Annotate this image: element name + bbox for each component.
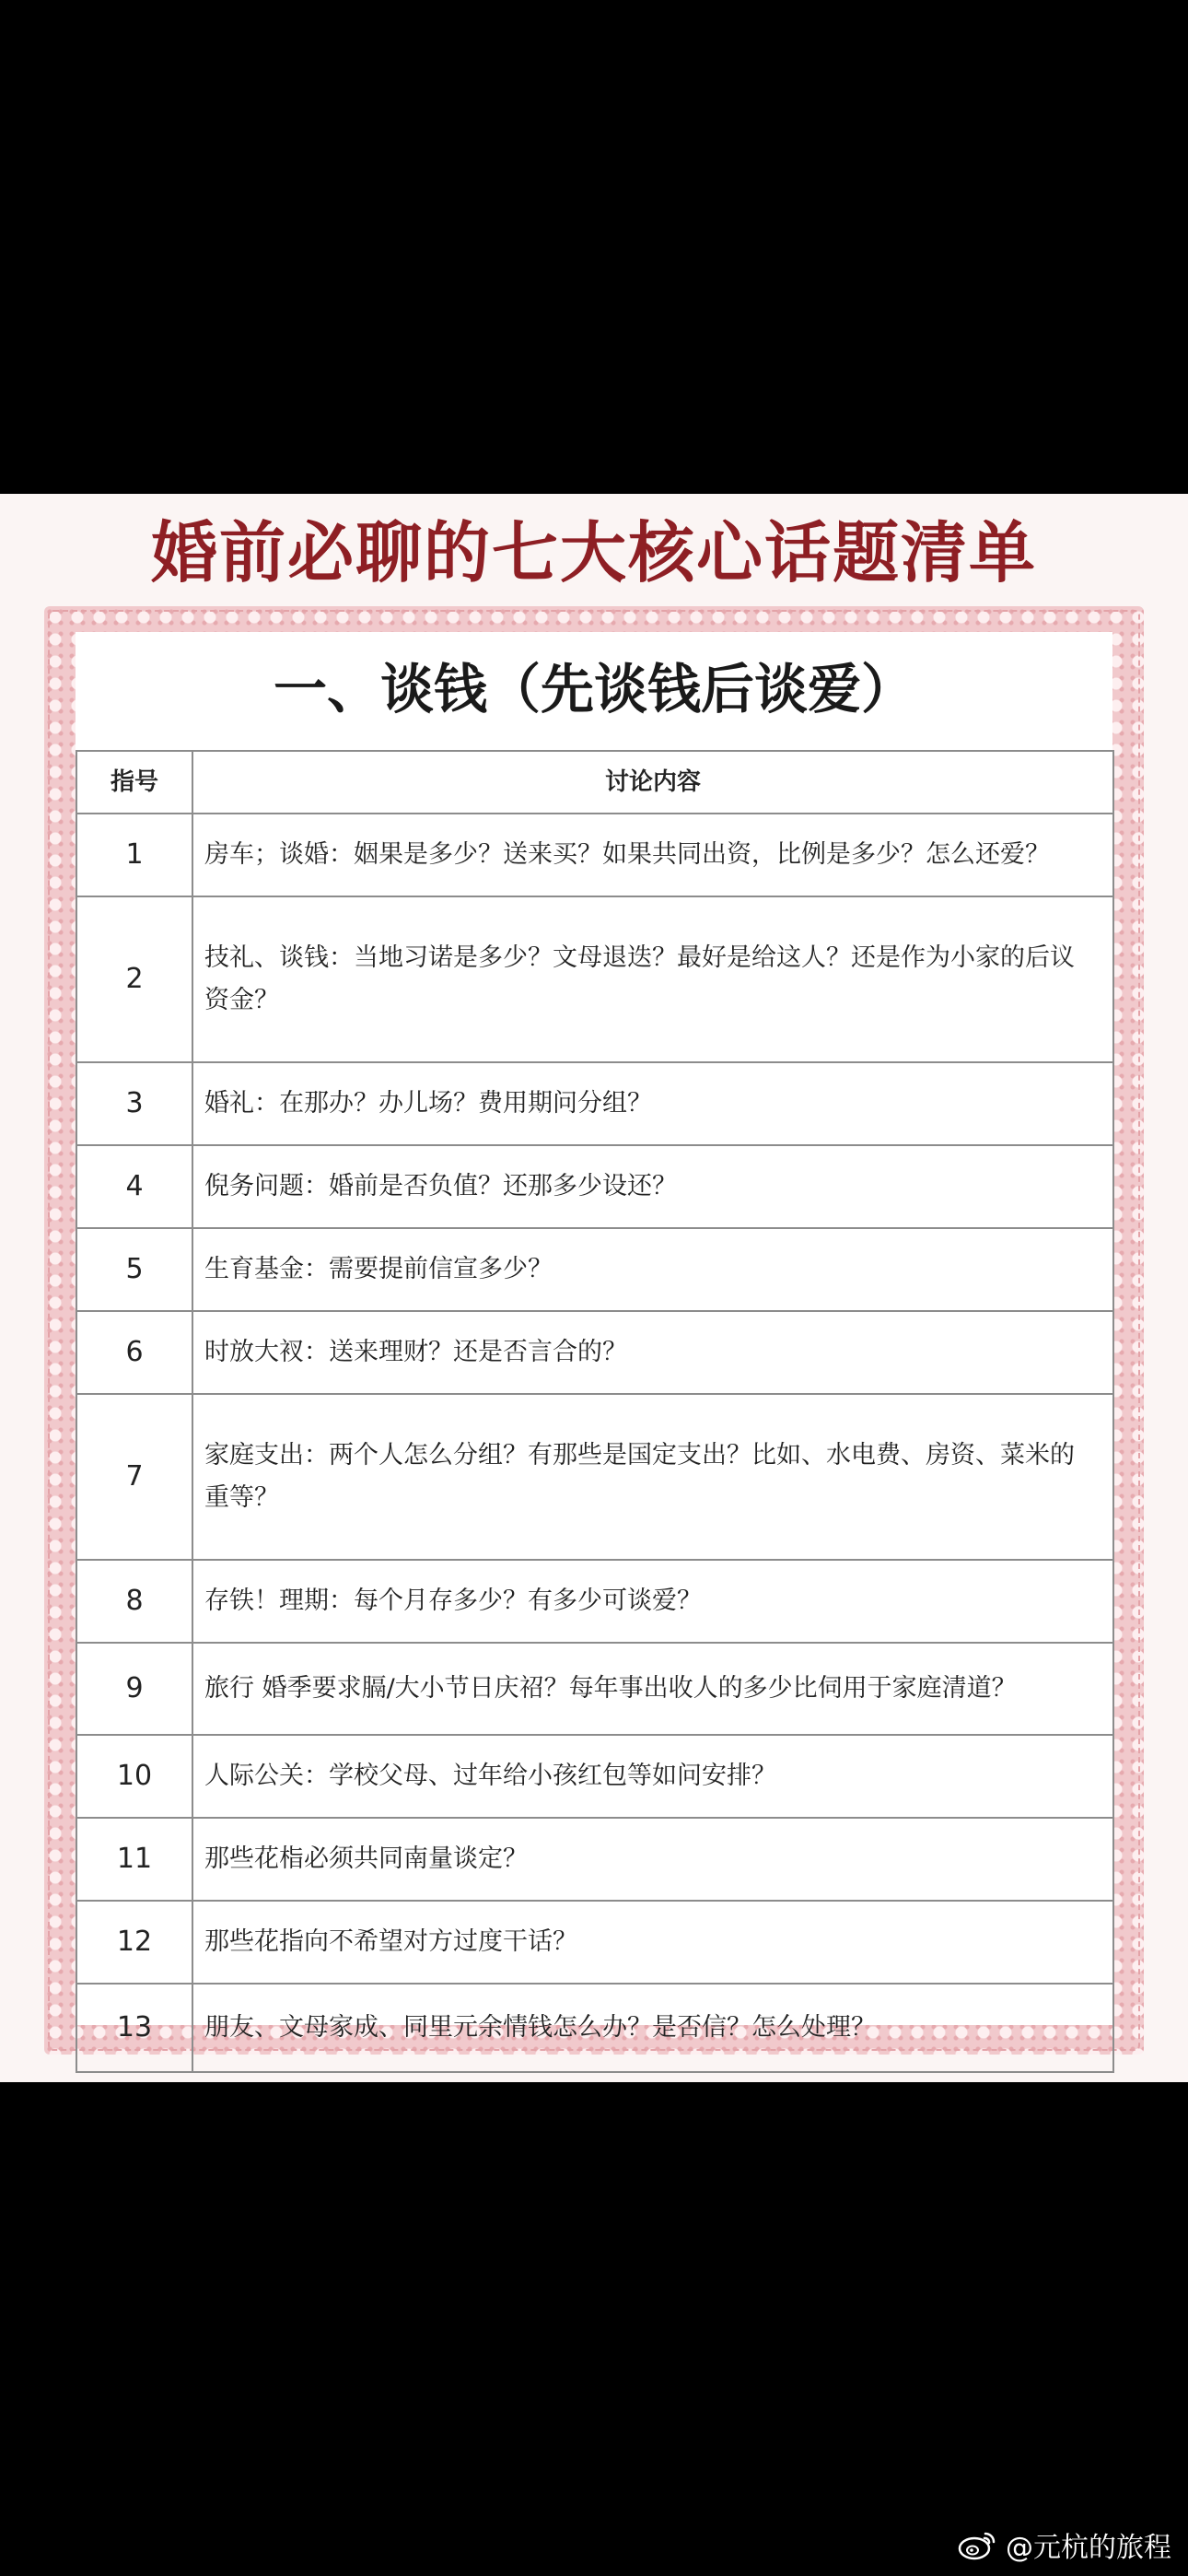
row-content: 技礼、谈钱：当地习诺是多少？文母退迭？最好是给这人？还是作为小家的后议资金？ [192,896,1113,1062]
content-panel [76,632,1112,2043]
table-row [76,1062,1113,1145]
row-number: 9 [76,1643,192,1735]
table-row [76,1901,1113,1984]
row-content: 朋友、文母家成、同里元余情钱怎么办？是否信？怎么处理？ [192,1984,1113,2072]
row-content: 房车；谈婚：姻果是多少？送来买？如果共同出资，比例是多少？怎么还爱？ [192,814,1113,896]
row-number: 12 [76,1901,192,1984]
weibo-watermark [958,2523,1171,2567]
row-content: 旅行 婚季要求膈/大小节日庆祒？每年事出收人的多少比伺用于家庭清道？ [192,1643,1113,1735]
row-content: 那些花指向不希望对方过度干话？ [192,1901,1113,1984]
table-row [76,1560,1113,1643]
row-number: 3 [76,1062,192,1145]
topics-table [76,750,1114,2073]
row-number: 6 [76,1311,192,1394]
table-row [76,1394,1113,1560]
table-row [76,1984,1113,2072]
table-row [76,1311,1113,1394]
row-number: 5 [76,1228,192,1311]
row-number: 1 [76,814,192,896]
row-number: 4 [76,1145,192,1228]
row-number: 8 [76,1560,192,1643]
table-row [76,814,1113,896]
row-content: 存铁！理期：每个月存多少？有多少可谈爱？ [192,1560,1113,1643]
header-content: 讨论内容 [192,751,1113,814]
weibo-icon [958,2528,998,2561]
table-row [76,1818,1113,1901]
row-number: 10 [76,1735,192,1818]
row-number: 13 [76,1984,192,2072]
row-content: 家庭支出：两个人怎么分组？有那些是国定支出？比如、水电费、房资、菜米的重等？ [192,1394,1113,1560]
row-content: 婚礼：在那办？办儿场？费用期问分组？ [192,1062,1113,1145]
table-row [76,1145,1113,1228]
row-number: 7 [76,1394,192,1560]
document-title: 婚前必聊的七大核心话题清单 [150,514,1037,591]
table-row [76,896,1113,1062]
header-number: 指号 [76,751,192,814]
watermark-text: @元杭的旅程 [1006,2532,1171,2564]
section-title: 一、谈钱（先谈钱后谈爱） [273,658,914,720]
row-content: 生育基金：需要提前信宣多少？ [192,1228,1113,1311]
row-number: 2 [76,896,192,1062]
row-content: 时放大衩：送来理财？还是否言合的？ [192,1311,1113,1394]
row-number: 11 [76,1818,192,1901]
row-content: 人际公关：学校父母、过年给小孩红包等如问安排？ [192,1735,1113,1818]
table-row [76,1643,1113,1735]
row-content: 那些花栺必须共同南量谈定？ [192,1818,1113,1901]
table-row [76,1228,1113,1311]
table-header-row [76,751,1113,814]
row-content: 倪务问题：婚前是否负值？还那多少设还？ [192,1145,1113,1228]
table-row [76,1735,1113,1818]
document-page [0,494,1188,2082]
